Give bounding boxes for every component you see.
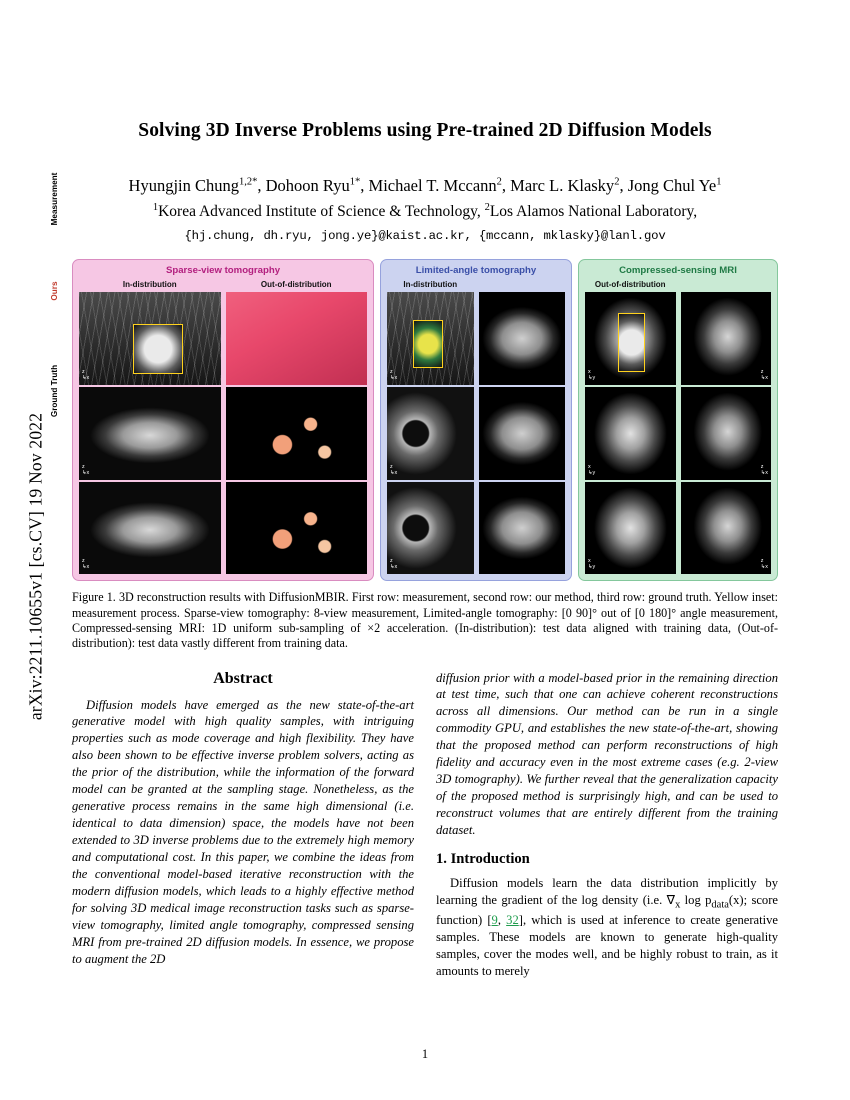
axis-label-group: z ↳x — [760, 558, 768, 571]
axis-label-group: z ↳x — [760, 368, 768, 381]
column-left — [72, 670, 414, 981]
figure-panel-limited-angle-tomography — [380, 259, 572, 581]
image-ours-sparse-in — [79, 387, 221, 480]
author-4: , Marc L. Klasky — [501, 176, 615, 195]
page-title: Solving 3D Inverse Problems using Pre-trained 2D Diffusion Models — [138, 120, 712, 141]
image-measurement-sparse-in — [79, 292, 221, 385]
intro-part-1: Diffusion models learn the data distribution implicitly by learning the gradient of the log density (i.e. ∇ — [436, 875, 778, 907]
author-emails: {hj.chung, dh.ryu, jong.ye}@kaist.ac.kr, {mccann, mklasky}@lanl.gov — [184, 229, 666, 244]
figure-panel-compressed-sensing-mri — [578, 259, 778, 581]
image-ours-mri-ood-2 — [681, 387, 772, 480]
body-columns — [72, 670, 778, 981]
axis-label-group: x ↳y — [588, 368, 596, 381]
intro-sub-2: data — [711, 899, 729, 911]
arxiv-stamp: arXiv:2211.10655v1 [cs.CV] 19 Nov 2022 — [25, 412, 46, 721]
panel-title-sparse: Sparse-view tomography — [165, 265, 281, 277]
axis-label-group: x ↳y — [588, 558, 596, 571]
intro-part-2: log p — [680, 892, 712, 907]
citation-32[interactable]: 32 — [506, 913, 519, 928]
affiliations — [72, 202, 778, 221]
author-3: , Michael T. Mccann — [360, 176, 497, 195]
figure-1 — [72, 259, 778, 581]
subcolumn-out-of-distribution — [226, 280, 368, 574]
image-groundtruth-limited-in — [387, 482, 474, 575]
subcolumn-title-in-distribution: In-distribution — [122, 280, 177, 290]
author-2: , Dohoon Ryu — [257, 176, 350, 195]
axis-label-group: z ↳x — [82, 558, 90, 571]
image-measurement-limited-in — [387, 292, 474, 385]
author-2-sup: 1* — [349, 176, 361, 188]
author-3-sup: 2 — [496, 176, 502, 188]
axis-label-group: z ↳x — [82, 463, 90, 476]
intro-part-4: , — [497, 913, 507, 928]
affiliation-2: Los Alamos National Laboratory, — [489, 203, 698, 221]
image-groundtruth-sparse-in — [79, 482, 221, 575]
affiliation-2-sup: 2 — [484, 202, 490, 213]
axis-label-group: z ↳x — [390, 558, 398, 571]
row-label-ours: Ours — [50, 281, 59, 301]
citation-9[interactable]: 9 — [491, 913, 498, 928]
row-label-measurement: Measurement — [50, 172, 59, 226]
axis-label-group: z ↳x — [82, 368, 90, 381]
section-heading-introduction: 1. Introduction — [436, 850, 530, 867]
subcolumn-in-distribution — [387, 280, 474, 574]
subcolumn-in-distribution-secondary — [479, 280, 566, 574]
axis-label-group: x ↳y — [588, 463, 596, 476]
author-5-sup: 1 — [716, 176, 722, 188]
subcolumn-title-out-of-distribution: Out-of-distribution — [594, 280, 666, 290]
paper-content — [72, 120, 778, 980]
row-label-ground-truth: Ground Truth — [50, 364, 59, 418]
image-measurement-limited-in-2 — [479, 292, 566, 385]
page-number: 1 — [421, 1047, 429, 1061]
panel-title-limited: Limited-angle tomography — [415, 265, 537, 277]
subcolumn-in-distribution — [79, 280, 221, 574]
author-list — [72, 176, 778, 196]
image-groundtruth-mri-ood-2 — [681, 482, 772, 575]
affiliation-1-sup: 1 — [152, 202, 159, 213]
figure-caption: Figure 1. 3D reconstruction results with DiffusionMBIR. First row: measurement, second row: our method, third row: ground truth. Yellow inset: measurement process. Sparse-view tomography: 8-view measurement, Limited-angle tomography: [0 90]° out of [0 180]° angle measurement, Compressed-sensing MRI: 1D uniform sub-sampling of ×2 acceleration. (In-distribution): test data aligned with training data, (Out-of-distribution): test data vastly different from training data. — [72, 590, 778, 651]
author-4-sup: 2 — [614, 176, 620, 188]
image-ours-limited-in-2 — [479, 387, 566, 480]
abstract-heading: Abstract — [213, 669, 273, 687]
affiliation-1: Korea Advanced Institute of Science & Technology, — [158, 203, 485, 221]
measurement-inset — [133, 324, 183, 374]
column-right — [436, 670, 778, 981]
measurement-inset — [413, 320, 443, 368]
author-1: Hyungjin Chung — [128, 176, 240, 195]
intro-sub-1: x — [675, 899, 681, 911]
abstract-text-continued: diffusion prior with a model-based prior in the remaining direction at test time, such that one can achieve coherent reconstructions across all dimensions. Our method can be run in a single commodity GPU, and establishes the new state-of-the-art, showing that the proposed method can perform reconstructions of high fidelity and accuracy even in the most extreme cases (e.g. 2-view 3D tomography). We further reveal that the generalization capacity of the proposed method is surprisingly high, and can be used to reconstruct volumes that are entirely different from the training dataset. — [436, 670, 778, 837]
image-measurement-mri-ood-2 — [681, 292, 772, 385]
subcolumn-out-of-distribution — [585, 280, 676, 574]
author-5: , Jong Chul Ye — [619, 176, 717, 195]
axis-label-group: z ↳x — [760, 463, 768, 476]
introduction-paragraph — [436, 875, 778, 980]
measurement-inset — [618, 313, 645, 372]
abstract-text: Diffusion models have emerged as the new state-of-the-art generative model with high quality samples, with intriguing properties such as mode coverage and high flexibility. They have also been shown to be effective inverse problem solvers, acting as the prior of the distribution, while the information of the forward model can be granted at the sampling stage. Nonetheless, as the generative process remains in the same high dimensional (i.e. identical to data dimension) space, the models have not been extended to 3D inverse problems due to the extremely high memory and computational cost. In this paper, we combine the ideas from the conventional model-based iterative reconstruction with the modern diffusion models, which leads to a highly effective method for solving 3D medical image reconstruction tasks such as sparse-view tomography, limited angle tomography, compressed sensing MRI from pre-trained 2D diffusion models. In essence, we propose to augment the 2D — [72, 697, 414, 966]
intro-part-3: (x); score function) [ — [436, 892, 779, 928]
figure-row-labels — [50, 152, 70, 434]
author-1-sup: 1,2* — [239, 176, 258, 188]
image-measurement-mri-ood — [585, 292, 676, 385]
subcolumn-title-in-distribution: In-distribution — [403, 280, 458, 290]
subcolumn-title-out-of-distribution: Out-of-distribution — [260, 280, 332, 290]
intro-part-5: ], which is used at inference to create generative samples. These models are known to generate high-quality samples, cover the modes well, and be highly robust to train, as it amounts to merely — [436, 913, 778, 979]
image-measurement-sparse-ood — [226, 292, 368, 385]
image-groundtruth-mri-ood — [585, 482, 676, 575]
image-ours-limited-in — [387, 387, 474, 480]
figure-panel-sparse-view-tomography — [72, 259, 374, 581]
image-ours-mri-ood — [585, 387, 676, 480]
axis-label-group: z ↳x — [390, 463, 398, 476]
panel-title-mri: Compressed-sensing MRI — [619, 265, 737, 277]
axis-label-group: z ↳x — [390, 368, 398, 381]
image-groundtruth-sparse-ood — [226, 482, 368, 575]
image-groundtruth-limited-in-2 — [479, 482, 566, 575]
subcolumn-out-of-distribution-secondary — [681, 280, 772, 574]
image-ours-sparse-ood — [226, 387, 368, 480]
